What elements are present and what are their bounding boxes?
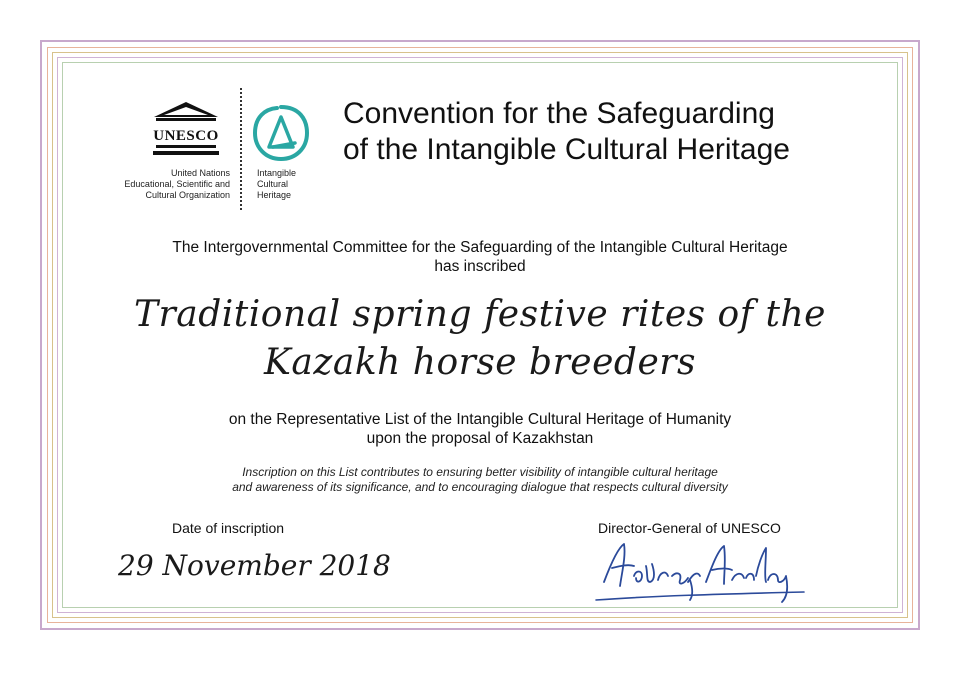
visibility-line1: Inscription on this List contributes to ensuring better visibility of intangible cultural heritage	[242, 465, 718, 479]
convention-title	[343, 96, 790, 168]
committee-line1: The Intergovernmental Committee for the Safeguarding of the Intangible Cultural Heritage	[172, 239, 788, 256]
logo-divider	[240, 88, 242, 210]
ich-caption-line: Cultural	[257, 179, 289, 189]
ich-caption-line: Heritage	[257, 190, 292, 200]
list-line1: on the Representative List of the Intangible Cultural Heritage of Humanity	[228, 411, 732, 428]
committee-statement	[60, 238, 900, 276]
convention-title-line1: Convention for the Safeguarding	[343, 97, 775, 130]
unesco-temple-logo-icon	[152, 100, 220, 158]
ich-emblem-icon	[251, 103, 311, 163]
ich-caption	[257, 168, 337, 201]
list-line2: upon the proposal of Kazakhstan	[366, 430, 594, 447]
visibility-note	[60, 465, 900, 495]
inscribed-element-name: Traditional spring festive rites of the Kazakh horse breeders	[134, 294, 826, 383]
unesco-caption-line: Cultural Organization	[145, 190, 230, 200]
unesco-caption	[100, 168, 230, 201]
list-statement	[60, 410, 900, 448]
director-general-signature	[590, 536, 810, 608]
ich-caption-line: Intangible	[257, 168, 297, 178]
unesco-caption-line: Educational, Scientific and	[124, 179, 230, 189]
committee-line2: has inscribed	[434, 258, 526, 275]
convention-title-line2: of the Intangible Cultural Heritage	[343, 133, 790, 166]
director-general-label: Director-General of UNESCO	[598, 520, 781, 536]
visibility-line2: and awareness of its significance, and to encouraging dialogue that respects cultural diversity	[232, 480, 728, 494]
unesco-logo-text: UNESCO	[153, 128, 219, 144]
unesco-caption-line: United Nations	[170, 168, 230, 178]
date-of-inscription-label: Date of inscription	[172, 520, 285, 536]
date-of-inscription-value: 29 November 2018	[118, 549, 391, 582]
